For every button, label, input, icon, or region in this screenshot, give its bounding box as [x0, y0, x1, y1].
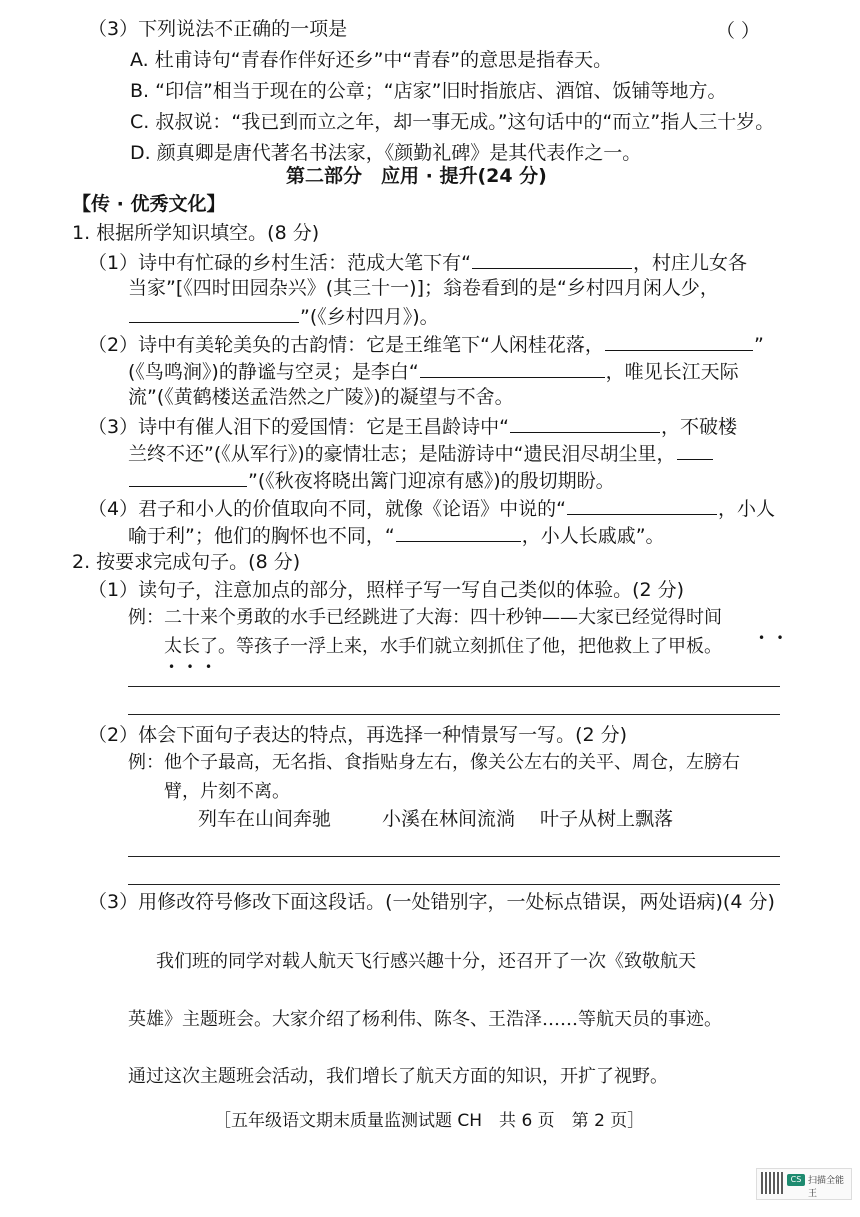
fill-3-line2: 兰终不还”(《从军行》)的豪情壮志；是陆游诗中“遗民泪尽胡尘里， [128, 439, 714, 467]
part2-heading: 第二部分 应用 · 提升(24 分) [286, 165, 547, 187]
edit-paragraph-line2: 英雄》主题班会。大家介绍了杨利伟、陈冬、王浩泽……等航天员的事迹。 [128, 1009, 722, 1030]
fill-1-line2: 当家”[《四时田园杂兴》(其三十一)]；翁卷看到的是“乡村四月闲人少， [128, 277, 719, 299]
task-3-prompt: （3）用修改符号修改下面这段话。(一处错别字，一处标点错误，两处语病)(4 分) [88, 891, 775, 913]
fill-2-line2: (《鸟鸣涧》)的静谧与空灵；是李白“ ，唯见长江天际 [128, 357, 739, 385]
edit-paragraph-line3: 通过这次主题班会活动，我们增长了航天方面的知识，开扩了视野。 [128, 1066, 668, 1087]
answer-line[interactable] [128, 714, 780, 715]
qr-code-icon [761, 1172, 783, 1194]
example-2-line1: 例：他个子最高，无名指、食指贴身左右，像关公左右的关平、周仓，左膀右 [128, 752, 740, 773]
option-a: A. 杜甫诗句“青春作伴好还乡”中“青春”的意思是指春天。 [130, 49, 613, 71]
emphasis-dots: • • [758, 631, 784, 645]
answer-paren: （ ） [716, 20, 761, 42]
option-c: C. 叔叔说：“我已到而立之年，却一事无成。”这句话中的“而立”指人三十岁。 [130, 111, 775, 133]
answer-blank[interactable] [510, 412, 660, 433]
scanner-badge: CS [787, 1174, 805, 1186]
answer-blank[interactable] [129, 466, 247, 487]
fill-1-line3: ”(《乡村四月》)。 [128, 302, 439, 330]
fill-4-line2: 喻于利”；他们的胸怀也不同，“ ，小人长戚戚”。 [128, 521, 665, 549]
scene-option-3: 叶子从树上飘落 [540, 808, 674, 830]
answer-line[interactable] [128, 686, 780, 687]
example-1-line2: 太长了。等孩子一浮上来，水手们就立刻抓住了他，把他救上了甲板。 [164, 636, 722, 657]
answer-blank[interactable] [567, 494, 717, 515]
answer-blank[interactable] [472, 248, 632, 269]
task-1-prompt: （1）读句子，注意加点的部分，照样子写一写自己类似的体验。(2 分) [88, 579, 685, 601]
fill-3-line3: ”(《秋夜将晓出篱门迎凉有感》)的殷切期盼。 [128, 466, 615, 494]
option-d: D. 颜真卿是唐代著名书法家，《颜勤礼碑》是其代表作之一。 [130, 142, 642, 164]
scanner-name: 扫描全能王 [808, 1176, 845, 1199]
example-2-line2: 臂，片刻不离。 [164, 781, 290, 802]
emphasis-dots: • • • [168, 660, 213, 674]
answer-line[interactable] [128, 856, 780, 857]
q3-title: （3）下列说法不正确的一项是 [88, 18, 348, 40]
option-b: B. “印信”相当于现在的公章；“店家”旧时指旅店、酒馆、饭铺等地方。 [130, 80, 727, 102]
edit-paragraph-line1: 我们班的同学对载人航天飞行感兴趣十分，还召开了一次《致敬航天 [156, 951, 696, 972]
fill-1-line1: （1）诗中有忙碌的乡村生活：范成大笔下有“ ，村庄儿女各 [88, 248, 747, 276]
fill-2-line3: 流”(《黄鹤楼送孟浩然之广陵》)的凝望与不舍。 [128, 386, 514, 408]
scene-option-2: 小溪在林间流淌 [382, 808, 516, 830]
section1-title: 1. 根据所学知识填空。(8 分) [72, 222, 320, 244]
section2-title: 2. 按要求完成句子。(8 分) [72, 551, 301, 573]
answer-blank[interactable] [129, 302, 299, 323]
answer-line[interactable] [128, 884, 780, 885]
answer-blank[interactable] [677, 439, 713, 460]
fill-4-line1: （4）君子和小人的价值取向不同，就像《论语》中说的“ ，小人 [88, 494, 775, 522]
page-footer: ［五年级语文期末质量监测试题 CH 共 6 页 第 2 页］ [214, 1111, 645, 1131]
scanner-watermark [756, 1168, 852, 1200]
answer-blank[interactable] [605, 330, 753, 351]
scene-option-1: 列车在山间奔驰 [198, 808, 332, 830]
task-2-prompt: （2）体会下面句子表达的特点，再选择一种情景写一写。(2 分) [88, 724, 628, 746]
answer-blank[interactable] [396, 521, 521, 542]
answer-blank[interactable] [420, 357, 605, 378]
fill-2-line1: （2）诗中有美轮美奂的古韵情：它是王维笔下“人闲桂花落， ” [88, 330, 764, 358]
culture-tag: 【传 · 优秀文化】 [72, 193, 226, 215]
example-1-line1: 例：二十来个勇敢的水手已经跳进了大海：四十秒钟——大家已经觉得时间 [128, 607, 722, 628]
fill-3-line1: （3）诗中有催人泪下的爱国情：它是王昌龄诗中“ ，不破楼 [88, 412, 737, 440]
